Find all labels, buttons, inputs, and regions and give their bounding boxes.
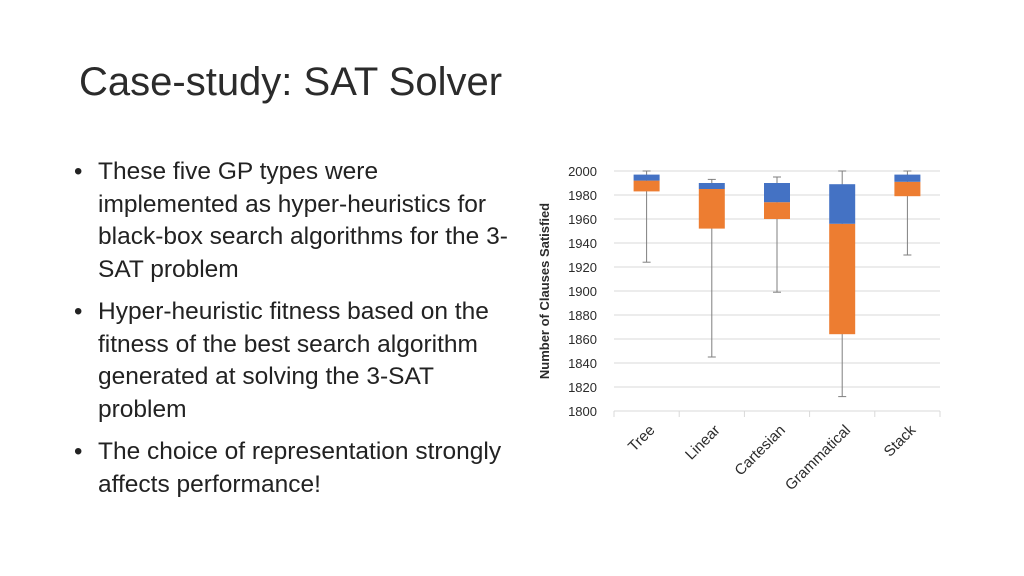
x-tick-label: Tree (624, 421, 659, 456)
x-tick-label: Grammatical (781, 421, 855, 494)
y-axis-ticks (568, 164, 597, 419)
bullet-text: These five GP types were implemented as hyper-heuristics for black-box search algorithms for the 3-SAT problem (98, 158, 508, 283)
box-lower-stack (894, 182, 920, 196)
x-tick-label: Linear (682, 421, 724, 464)
y-tick-label: 1900 (568, 284, 597, 299)
slide-title: Case-study: SAT Solver (79, 60, 503, 104)
box-upper-grammatical (829, 184, 855, 224)
bullet-item (74, 156, 514, 286)
y-tick-label: 1980 (568, 188, 597, 203)
box-upper-tree (634, 175, 660, 181)
y-axis-label: Number of Clauses Satisfied (537, 202, 552, 380)
y-tick-label: 1820 (568, 380, 597, 395)
y-tick-label: 1840 (568, 356, 597, 371)
box-upper-stack (894, 175, 920, 182)
y-tick-label: 1860 (568, 332, 597, 347)
y-tick-label: 1880 (568, 308, 597, 323)
x-axis-ticks (625, 421, 920, 493)
bullet-item (74, 436, 514, 501)
bullet-item (74, 296, 514, 426)
x-tick-label: Cartesian (731, 421, 789, 480)
y-tick-label: 1960 (568, 212, 597, 227)
box-lower-grammatical (829, 224, 855, 334)
y-tick-label: 1800 (568, 404, 597, 419)
bullet-text: The choice of representation strongly affects performance! (98, 438, 502, 498)
y-tick-label: 1920 (568, 260, 597, 275)
y-tick-label: 1940 (568, 236, 597, 251)
box-upper-linear (699, 183, 725, 189)
x-tick-label: Stack (880, 421, 920, 461)
box-lower-linear (699, 189, 725, 229)
bullet-dot-icon: • (74, 158, 83, 185)
box-lower-cartesian (764, 202, 790, 219)
box-upper-cartesian (764, 183, 790, 202)
bullet-list (74, 156, 514, 511)
box-lower-tree (634, 181, 660, 192)
y-tick-label: 2000 (568, 164, 597, 179)
bullet-text: Hyper-heuristic fitness based on the fitness of the best search algorithm generated at solving the 3-SAT problem (98, 298, 489, 423)
box-plot-chart (520, 150, 960, 520)
bullet-dot-icon: • (74, 298, 83, 325)
bullet-dot-icon: • (74, 438, 83, 465)
